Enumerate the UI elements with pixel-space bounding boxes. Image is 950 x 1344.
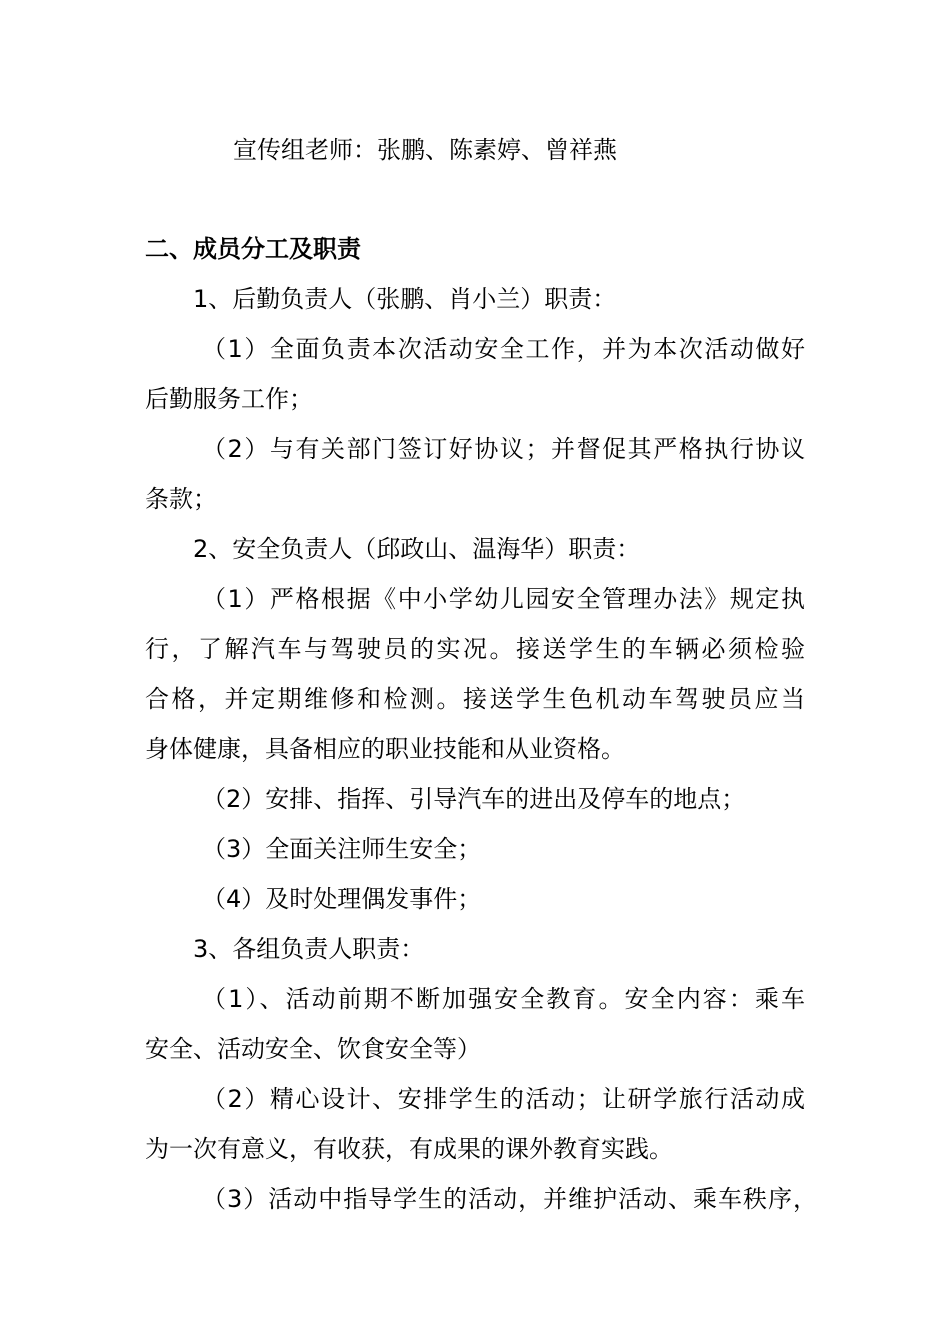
paragraph-line: （1）、活动前期不断加强安全教育。安全内容：乘车 [202, 985, 805, 1013]
section-heading: 二、成员分工及职责 [145, 235, 361, 263]
paragraph-line: 安全、活动安全、饮食安全等） [145, 1035, 481, 1063]
item-title-safety: 2、安全负责人（邱政山、温海华）职责： [193, 535, 641, 563]
paragraph-line: （2）安排、指挥、引导汽车的进出及停车的地点； [202, 785, 746, 813]
paragraph-line: 后勤服务工作； [145, 385, 313, 413]
paragraph-line: 条款； [145, 485, 217, 513]
paragraph-line: （1）全面负责本次活动安全工作，并为本次活动做好 [202, 335, 805, 363]
paragraph-line: （3）全面关注师生安全； [202, 835, 482, 863]
paragraph-line: （3）活动中指导学生的活动，并维护活动、乘车秩序， [202, 1185, 817, 1213]
paragraph-line: （1）严格根据《中小学幼儿园安全管理办法》规定执 [202, 585, 805, 613]
paragraph-line: （2）与有关部门签订好协议；并督促其严格执行协议 [202, 435, 805, 463]
item-title-group-leaders: 3、各组负责人职责： [193, 935, 425, 963]
paragraph-line: 合格，并定期维修和检测。接送学生色机动车驾驶员应当 [145, 685, 805, 713]
item-title-logistics: 1、后勤负责人（张鹏、肖小兰）职责： [193, 285, 617, 313]
paragraph-line: 为一次有意义，有收获，有成果的课外教育实践。 [145, 1135, 673, 1163]
publicity-team-line: 宣传组老师：张鹏、陈素婷、曾祥燕 [233, 136, 617, 164]
paragraph-line: 行，了解汽车与驾驶员的实况。接送学生的车辆必须检验 [145, 635, 805, 663]
paragraph-line: （2）精心设计、安排学生的活动；让研学旅行活动成 [202, 1085, 805, 1113]
paragraph-line: （4）及时处理偶发事件； [202, 885, 482, 913]
paragraph-line: 身体健康，具备相应的职业技能和从业资格。 [145, 735, 625, 763]
